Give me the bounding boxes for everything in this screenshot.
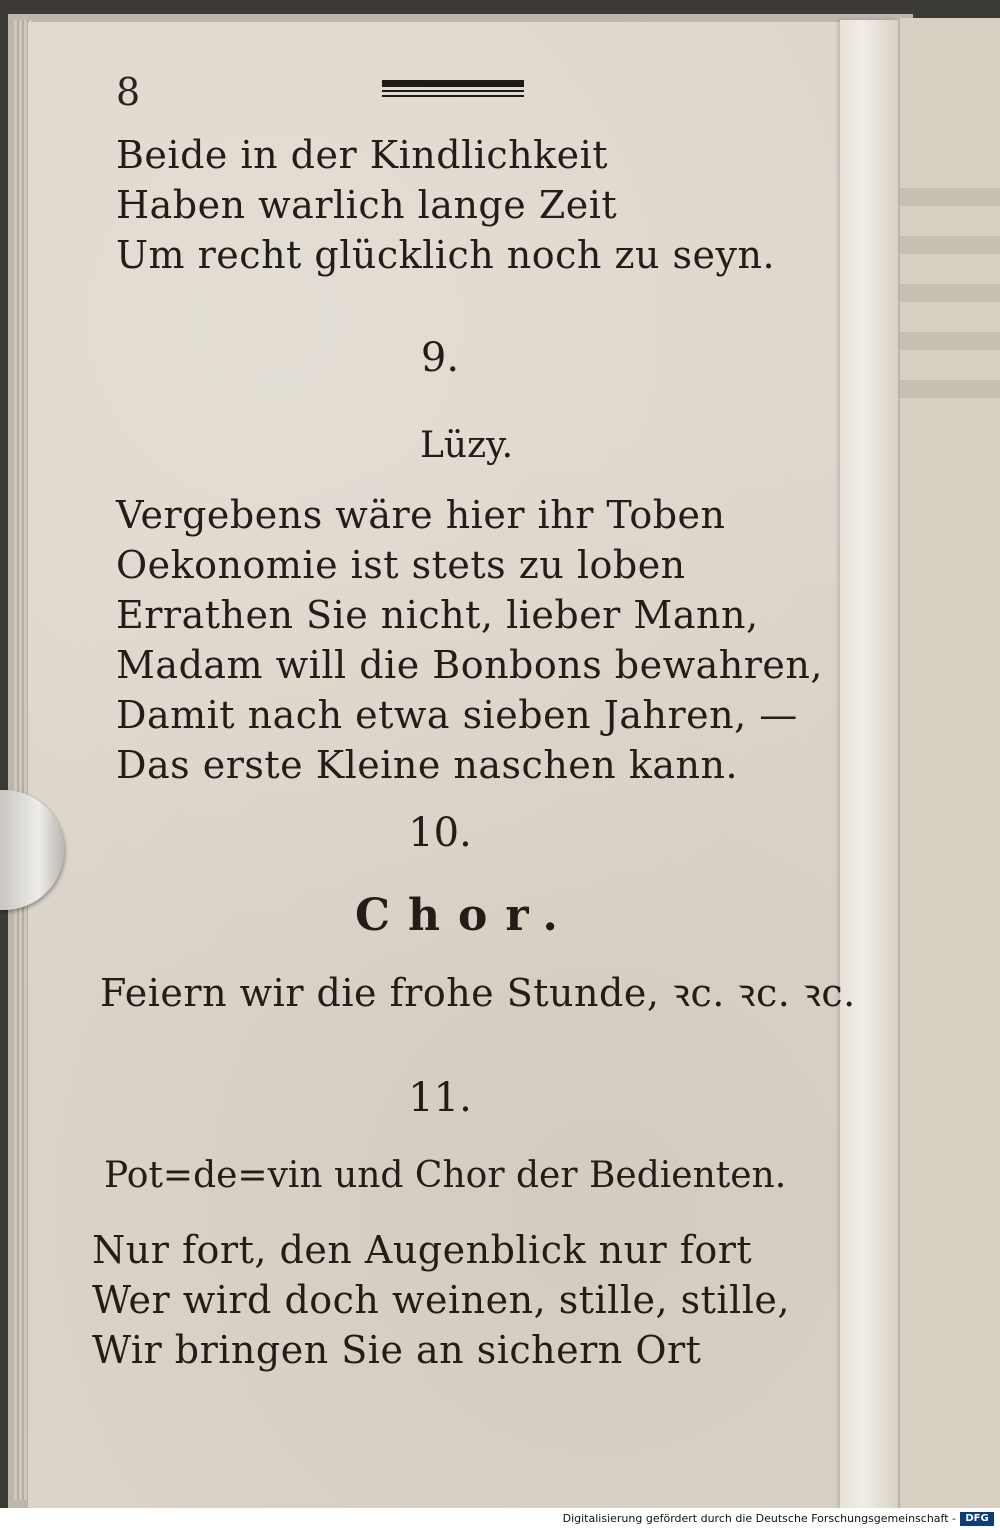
verse-line: Um recht glücklich noch zu seyn.: [116, 233, 776, 277]
speaker-name: Pot=de=vin und Chor der Bedienten.: [104, 1155, 787, 1196]
section-11-stanza: [92, 1225, 790, 1375]
verse-line: Oekonomie ist stets zu loben: [116, 543, 686, 587]
verse-line: Errathen Sie nicht, lieber Mann,: [116, 593, 759, 637]
verse-line: Das erste Kleine naschen kann.: [116, 743, 739, 787]
verse-line: Beide in der Kindlichkeit: [116, 133, 609, 177]
verse-line: Damit nach etwa sieben Jahren, —: [116, 693, 798, 737]
verse-line: Haben warlich lange Zeit: [116, 183, 618, 227]
verse-line: Vergebens wäre hier ihr Toben: [116, 493, 726, 537]
speaker-name: Lüzy.: [420, 425, 514, 466]
section-number: 10.: [408, 810, 472, 856]
header-rule: [382, 80, 524, 98]
verse-line: Wer wird doch weinen, stille, stille,: [92, 1278, 790, 1322]
verse-line: Wir bringen Sie an sichern Ort: [92, 1328, 702, 1372]
show-through: [900, 188, 1000, 428]
section-9-stanza: [116, 490, 823, 790]
verse-line: Feiern wir die frohe Stunde, ꝛc. ꝛc. ꝛc.: [100, 971, 856, 1015]
facing-page: [900, 18, 1000, 1508]
funding-credit: Digitalisierung gefördert durch die Deutsche Forschungsgemeinschaft -: [562, 1512, 956, 1525]
dfg-logo-icon: DFG: [960, 1512, 994, 1526]
section-10-stanza: [100, 968, 856, 1018]
footer-bar: [0, 1508, 1000, 1530]
verse-line: Madam will die Bonbons bewahren,: [116, 643, 823, 687]
paper-fold-strip: [840, 20, 898, 1508]
section-number: 11.: [408, 1075, 472, 1121]
section-number: 9.: [420, 335, 460, 381]
intro-stanza: [116, 130, 775, 280]
verse-line: Nur fort, den Augenblick nur fort: [92, 1228, 753, 1272]
page-number: 8: [116, 70, 141, 114]
speaker-name: Chor.: [355, 890, 576, 941]
